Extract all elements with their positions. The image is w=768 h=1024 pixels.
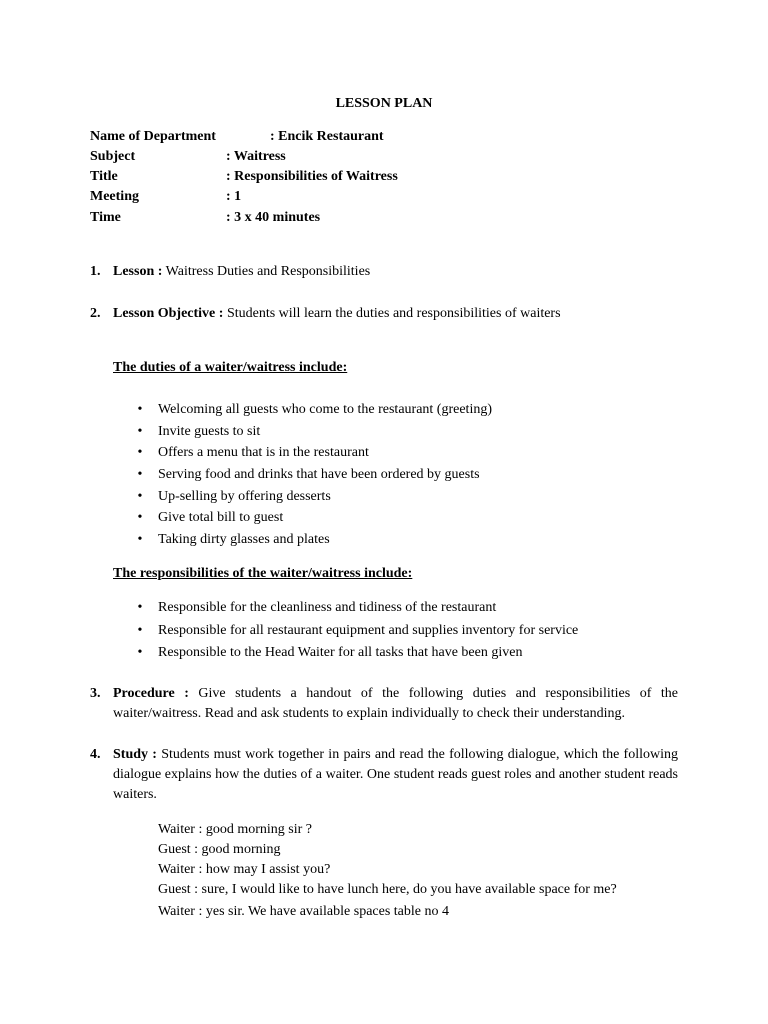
responsibility-text: Responsible for all restaurant equipment and supplies inventory for service [158, 623, 579, 638]
bullet-icon: • [137, 510, 143, 525]
bullet-icon: • [137, 445, 143, 460]
objective-text: Students will learn the duties and responsibilities of waiters [223, 306, 561, 321]
objective-label: Lesson Objective : [113, 306, 224, 321]
duty-text: Welcoming all guests who come to the restaurant (greeting) [158, 402, 492, 417]
dialogue-line: Guest : good morning [158, 842, 281, 857]
info-label-time: Time [90, 210, 121, 225]
info-value-title: : Responsibilities of Waitress [226, 169, 398, 184]
info-value-subject: : Waitress [226, 149, 286, 164]
bullet-icon: • [137, 623, 143, 638]
lesson-text: Waitress Duties and Responsibilities [162, 264, 371, 279]
responsibility-text: Responsible to the Head Waiter for all tasks that have been given [158, 645, 523, 660]
section-study [113, 745, 678, 805]
bullet-icon: • [137, 645, 143, 660]
dialogue-line: Waiter : good morning sir ? [158, 822, 313, 837]
page-title: LESSON PLAN [335, 96, 433, 111]
bullet-icon: • [137, 424, 143, 439]
study-label: Study : [113, 747, 157, 762]
dialogue-line: Waiter : how may I assist you? [158, 862, 331, 877]
section-number-lesson: 1. [90, 264, 101, 279]
duty-text: Invite guests to sit [158, 424, 261, 439]
dialogue-line: Waiter : yes sir. We have available spaces table no 4 [158, 904, 449, 919]
duties-heading: The duties of a waiter/waitress include: [113, 360, 348, 375]
duty-text: Up-selling by offering desserts [158, 489, 331, 504]
lesson-label: Lesson : [113, 264, 163, 279]
section-number-procedure: 3. [90, 686, 101, 701]
study-text: Students must work together in pairs and read the following dialogue, which the following dialogue explains how the duties of a waiter. One student reads guest roles and another student reads waiters. [113, 747, 678, 802]
duty-text: Taking dirty glasses and plates [158, 532, 330, 547]
info-value-meeting: : 1 [226, 189, 242, 204]
section-lesson [113, 262, 370, 282]
bullet-icon: • [137, 532, 143, 547]
info-label-title: Title [90, 169, 118, 184]
procedure-label: Procedure : [113, 686, 189, 701]
dialogue-line: Guest : sure, I would like to have lunch here, do you have available space for me? [158, 882, 617, 897]
bullet-icon: • [137, 402, 143, 417]
section-number-study: 4. [90, 747, 101, 762]
info-value-time: : 3 x 40 minutes [226, 210, 321, 225]
section-number-objective: 2. [90, 306, 101, 321]
info-label-department: Name of Department [90, 129, 216, 144]
duty-text: Serving food and drinks that have been ordered by guests [158, 467, 480, 482]
bullet-icon: • [137, 600, 143, 615]
bullet-icon: • [137, 467, 143, 482]
bullet-icon: • [137, 489, 143, 504]
procedure-text: Give students a handout of the following duties and responsibilities of the waiter/waitress. Read and ask students to explain individually to check their understanding. [113, 686, 678, 721]
info-label-subject: Subject [90, 149, 136, 164]
duty-text: Offers a menu that is in the restaurant [158, 445, 369, 460]
section-procedure [113, 684, 678, 724]
responsibility-text: Responsible for the cleanliness and tidiness of the restaurant [158, 600, 497, 615]
section-objective [113, 304, 561, 324]
duty-text: Give total bill to guest [158, 510, 284, 525]
info-label-meeting: Meeting [90, 189, 139, 204]
responsibilities-heading: The responsibilities of the waiter/waitress include: [113, 566, 413, 581]
info-value-department: : Encik Restaurant [270, 129, 384, 144]
